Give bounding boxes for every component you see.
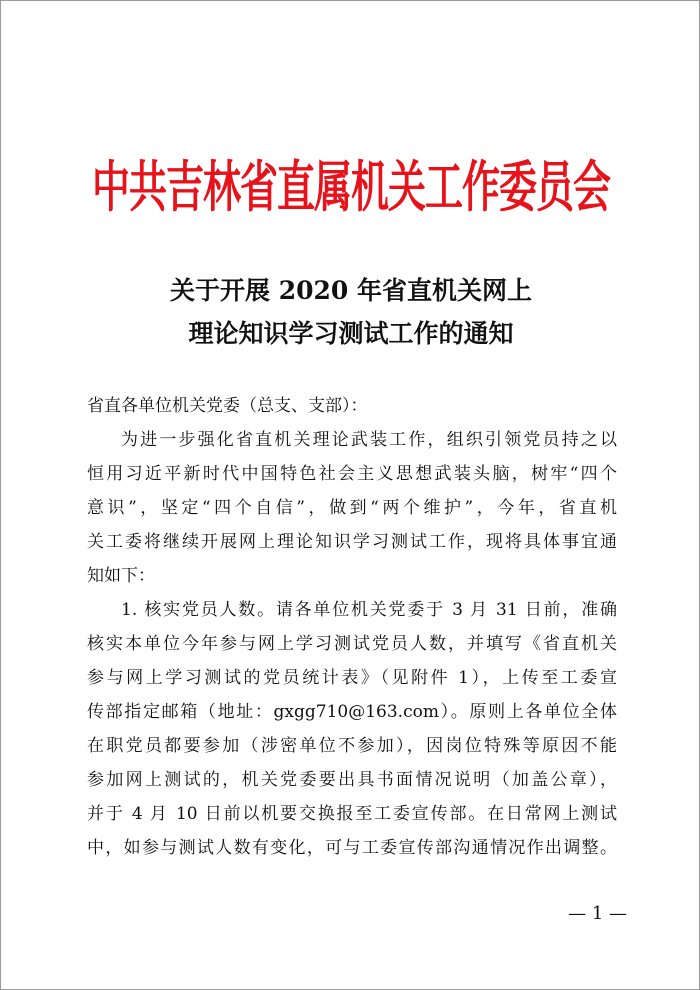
paragraph-2-line-1: 1. 核实党员人数。请各单位机关党委于 3 月 31 日前，准确 <box>121 600 617 620</box>
paragraph-1-line-4: 关工委将继续开展网上理论知识学习测试工作，现将具体事宜通 <box>87 532 617 552</box>
document-title <box>1 269 700 355</box>
document-body <box>87 389 617 865</box>
paragraph-2-line-6: 参加网上测试的，机关党委要出具书面情况说明（加盖公章）， <box>87 770 617 790</box>
paragraph-2-line-7: 并于 4 月 10 日前以机要交换报至工委宣传部。在日常网上测试 <box>87 804 617 824</box>
paragraph-2-line-5: 在职党员都要参加（涉密单位不参加），因岗位特殊等原因不能 <box>87 736 617 756</box>
title-line-2: 理论知识学习测试工作的通知 <box>188 319 514 348</box>
page-number: — 1 — <box>568 903 627 924</box>
paragraph-2-line-8: 中，如参与测试人数有变化，可与工委宣传部沟通情况作出调整。 <box>87 838 617 858</box>
paragraph-1-line-3: 意识”，坚定“四个自信”，做到“两个维护”，今年，省直机 <box>87 498 617 518</box>
paragraph-2-line-2: 核实本单位今年参与网上学习测试党员人数，并填写《省直机关 <box>87 634 617 654</box>
salutation: 省直各单位机关党委（总支、支部）： <box>87 396 368 416</box>
paragraph-1-line-1: 为进一步强化省直机关理论武装工作，组织引领党员持之以 <box>121 430 617 450</box>
organization-header: 中共吉林省直属机关工作委员会 <box>91 153 610 219</box>
paragraph-2-line-4: 传部指定邮箱（地址：gxgg710@163.com）。原则上各单位全体 <box>87 702 617 722</box>
paragraph-1-line-2: 恒用习近平新时代中国特色社会主义思想武装头脑，树牢“四个 <box>87 464 617 484</box>
title-line-1: 关于开展 2020 年省直机关网上 <box>170 276 532 305</box>
paragraph-1-line-5: 知如下： <box>87 566 155 586</box>
paragraph-2-line-3: 参与网上学习测试的党员统计表》（见附件 1），上传至工委宣 <box>87 668 617 688</box>
